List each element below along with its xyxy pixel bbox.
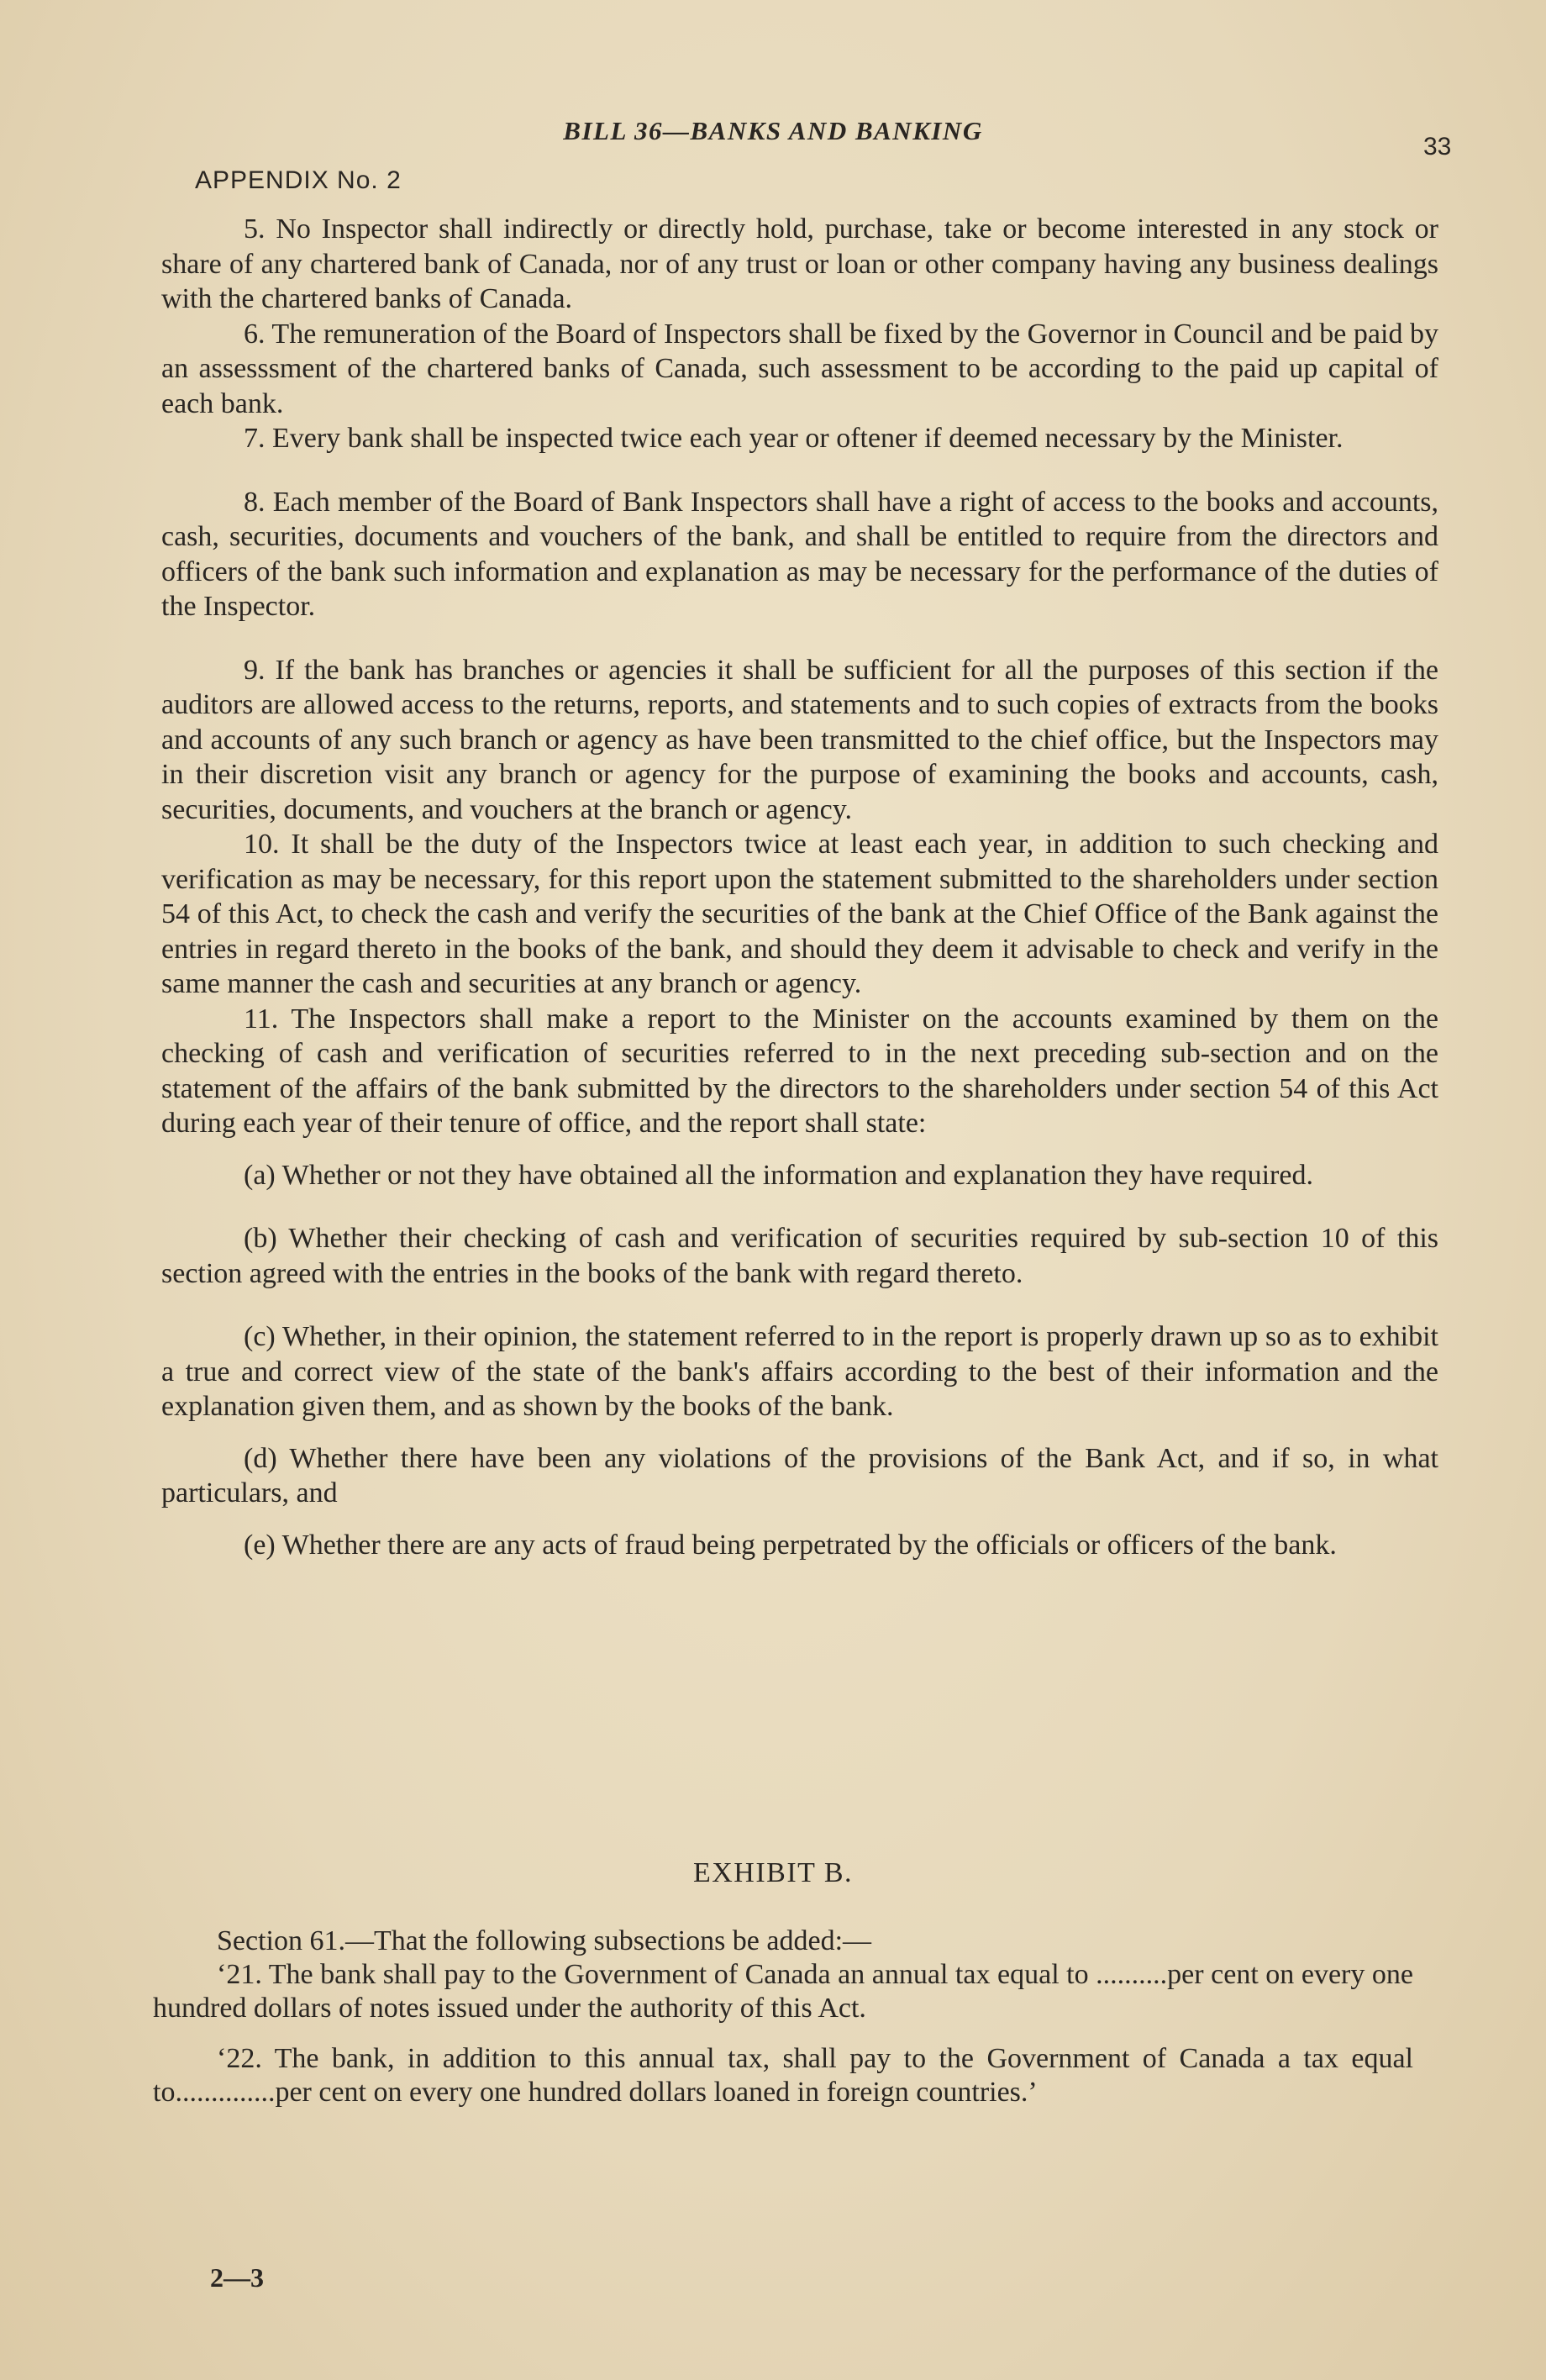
section-9: 9. If the bank has branches or agencies it shall be sufficient for all the purposes of this section if the auditors are allowed access to the returns, reports, and statements and to such copies of extracts from the books and accounts of any such branch or agency as have been transmitted to the chief office, but the Inspectors may in their discretion visit any branch or agency for the purpose of examining the books and accounts, cash, securities, documents, and vouchers at the branch or agency. bbox=[161, 654, 1438, 825]
subsection-21: ‘21. The bank shall pay to the Government of Canada an annual tax equal to ..........per cent on every one hundred dollars of notes issued under the authority of this Act. bbox=[153, 1959, 1413, 2024]
exhibit-body bbox=[153, 1925, 1413, 2109]
clause-e: (e) Whether there are any acts of fraud being perpetrated by the officials or officers of the bank. bbox=[244, 1529, 1337, 1561]
section-10: 10. It shall be the duty of the Inspectors twice at least each year, in addition to such checking and verification as may be necessary, for this report upon the statement submitted to the shareholders under section 54 of this Act, to check the cash and verify the securities of the bank at the Chief Office of the Bank against the entries in regard thereto in the books of the bank, and should they deem it advisable to check and verify in the same manner the cash and securities at any branch or agency. bbox=[161, 829, 1438, 999]
section-5: 5. No Inspector shall indirectly or directly hold, purchase, take or become interested in any stock or share of any chartered bank of Canada, nor of any trust or loan or other company having any business dealings with the chartered banks of Canada. bbox=[161, 213, 1438, 314]
clause-d: (d) Whether there have been any violations of the provisions of the Bank Act, and if so, in what particulars, and bbox=[161, 1442, 1438, 1509]
running-title: BILL 36—BANKS AND BANKING bbox=[563, 116, 983, 145]
section-11: 11. The Inspectors shall make a report to the Minister on the accounts examined by them on the checking of cash and verification of securities referred to in the next preceding sub-section and on the statement of the affairs of the bank submitted by the directors to the shareholders under section 54 of this Act during each year of their tenure of office, and the report shall state: bbox=[161, 1003, 1438, 1139]
section-6: 6. The remuneration of the Board of Inspectors shall be fixed by the Governor in Council and be paid by an assesssment of the chartered banks of Canada, such assessment to be according to the paid up capital of each bank. bbox=[161, 318, 1438, 419]
section-8: 8. Each member of the Board of Bank Inspectors shall have a right of access to the books and accounts, cash, securities, documents and vouchers of the bank, and shall be entitled to require from the directors and officers of the bank such information and explanation as may be necessary for the performance of the duties of the Inspector. bbox=[161, 486, 1438, 622]
clause-c: (c) Whether, in their opinion, the statement referred to in the report is properly drawn up so as to exhibit a true and correct view of the state of the bank's affairs according to the best of their information and the explanation given them, and as shown by the books of the bank. bbox=[161, 1321, 1438, 1422]
subsection-22: ‘22. The bank, in addition to this annual tax, shall pay to the Government of Canada a tax equal to..............per cent on every one hundred dollars loaned in foreign countries.’ bbox=[153, 2043, 1413, 2108]
section-7: 7. Every bank shall be inspected twice each year or oftener if deemed necessary by the Minister. bbox=[244, 423, 1344, 454]
page-number: 33 bbox=[1423, 133, 1452, 161]
clause-b: (b) Whether their checking of cash and verification of securities required by sub-section 10 of this section agreed with the entries in the books of the bank with regard thereto. bbox=[161, 1223, 1438, 1289]
signature-mark: 2—3 bbox=[210, 2262, 264, 2293]
exhibit-intro: Section 61.—That the following subsections be added:— bbox=[217, 1925, 872, 1956]
clause-a: (a) Whether or not they have obtained all the information and explanation they have required. bbox=[244, 1159, 1313, 1191]
appendix-label: APPENDIX No. 2 bbox=[195, 166, 402, 194]
bill-body bbox=[161, 212, 1438, 1562]
exhibit-title: EXHIBIT B. bbox=[692, 1857, 854, 1888]
